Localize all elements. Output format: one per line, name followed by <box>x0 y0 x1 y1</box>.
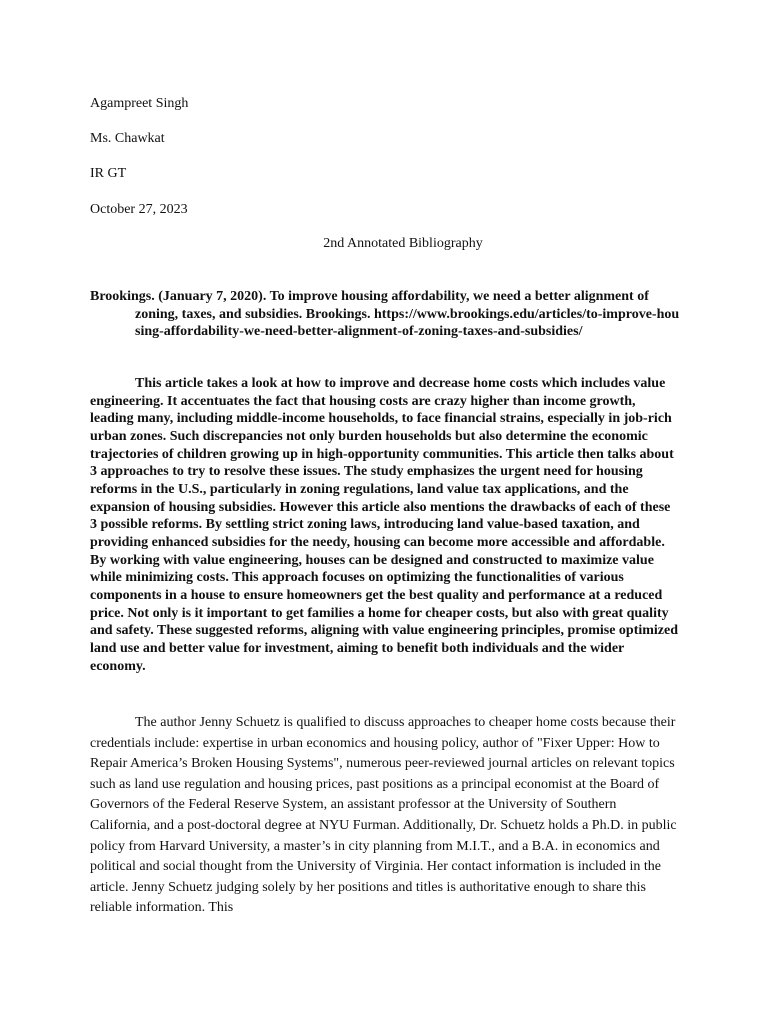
teacher-name: Ms. Chawkat <box>90 131 165 146</box>
course-name: IR GT <box>90 166 127 181</box>
document-title: 2nd Annotated Bibliography <box>323 236 483 251</box>
evaluation-paragraph: The author Jenny Schuetz is qualified to discuss approaches to cheaper home costs because their credentials include: expertise in urban economics and housing policy, author of "Fixer Upper: How to Repair America’s Broken Housing Systems", numerous peer-reviewed journal articles on relevant topics such as land use regulation and housing prices, past positions as a principal economist at the Board of Governors of the Federal Reserve System, an assistant professor at the University of Southern California, and a post-doctoral degree at NYU Furman. Additionally, Dr. Schuetz holds a Ph.D. in public policy from Harvard University, a master’s in city planning from M.I.T., and a B.A. in economics and political and social thought from the University of Virginia. Her contact information is included in the article. Jenny Schuetz judging solely by her positions and titles is authoritative enough to share this reliable information. This <box>90 715 677 916</box>
citation-url: https://www.brookings.edu/articles/to-improve-housing-affordability-we-need-better-alignment-of-zoning-taxes-and-subsidies/ <box>135 306 680 340</box>
document-date: October 27, 2023 <box>90 202 188 217</box>
citation-entry <box>90 288 680 341</box>
citation-text: Brookings. (January 7, 2020). To improve housing affordability, we need a better alignment of zoning, taxes, and subsidies. Brookings. <box>90 289 649 322</box>
annotation-paragraph: This article takes a look at how to improve and decrease home costs which includes value engineering. It accentuates the fact that housing costs are crazy higher than income growth, leading many, including middle-income households, to face financial strains, especially in job-rich urban zones. Such discrepancies not only burden households but also determine the economic trajectories of children growing up in high-opportunity communities. This article then talks about 3 approaches to try to resolve these issues. The study emphasizes the urgent need for housing reforms in the U.S., particularly in zoning regulations, land value tax applications, and the expansion of housing subsidies. However this article also mentions the drawbacks of each of these 3 possible reforms. By settling strict zoning laws, introducing land value-based taxation, and providing enhanced subsidies for the needy, housing can become more accessible and affordable. By working with value engineering, houses can be designed and constructed to maximize value while minimizing costs. This approach focuses on optimizing the functionalities of various components in a house to ensure homeowners get the best quality and performance at a reduced price. Not only is it important to get families a home for cheaper costs, but also with great quality and safety. These suggested reforms, aligning with value engineering principles, promise optimized land use and better value for investment, aiming to benefit both individuals and the wider economy. <box>90 376 679 674</box>
student-name: Agampreet Singh <box>90 96 189 111</box>
